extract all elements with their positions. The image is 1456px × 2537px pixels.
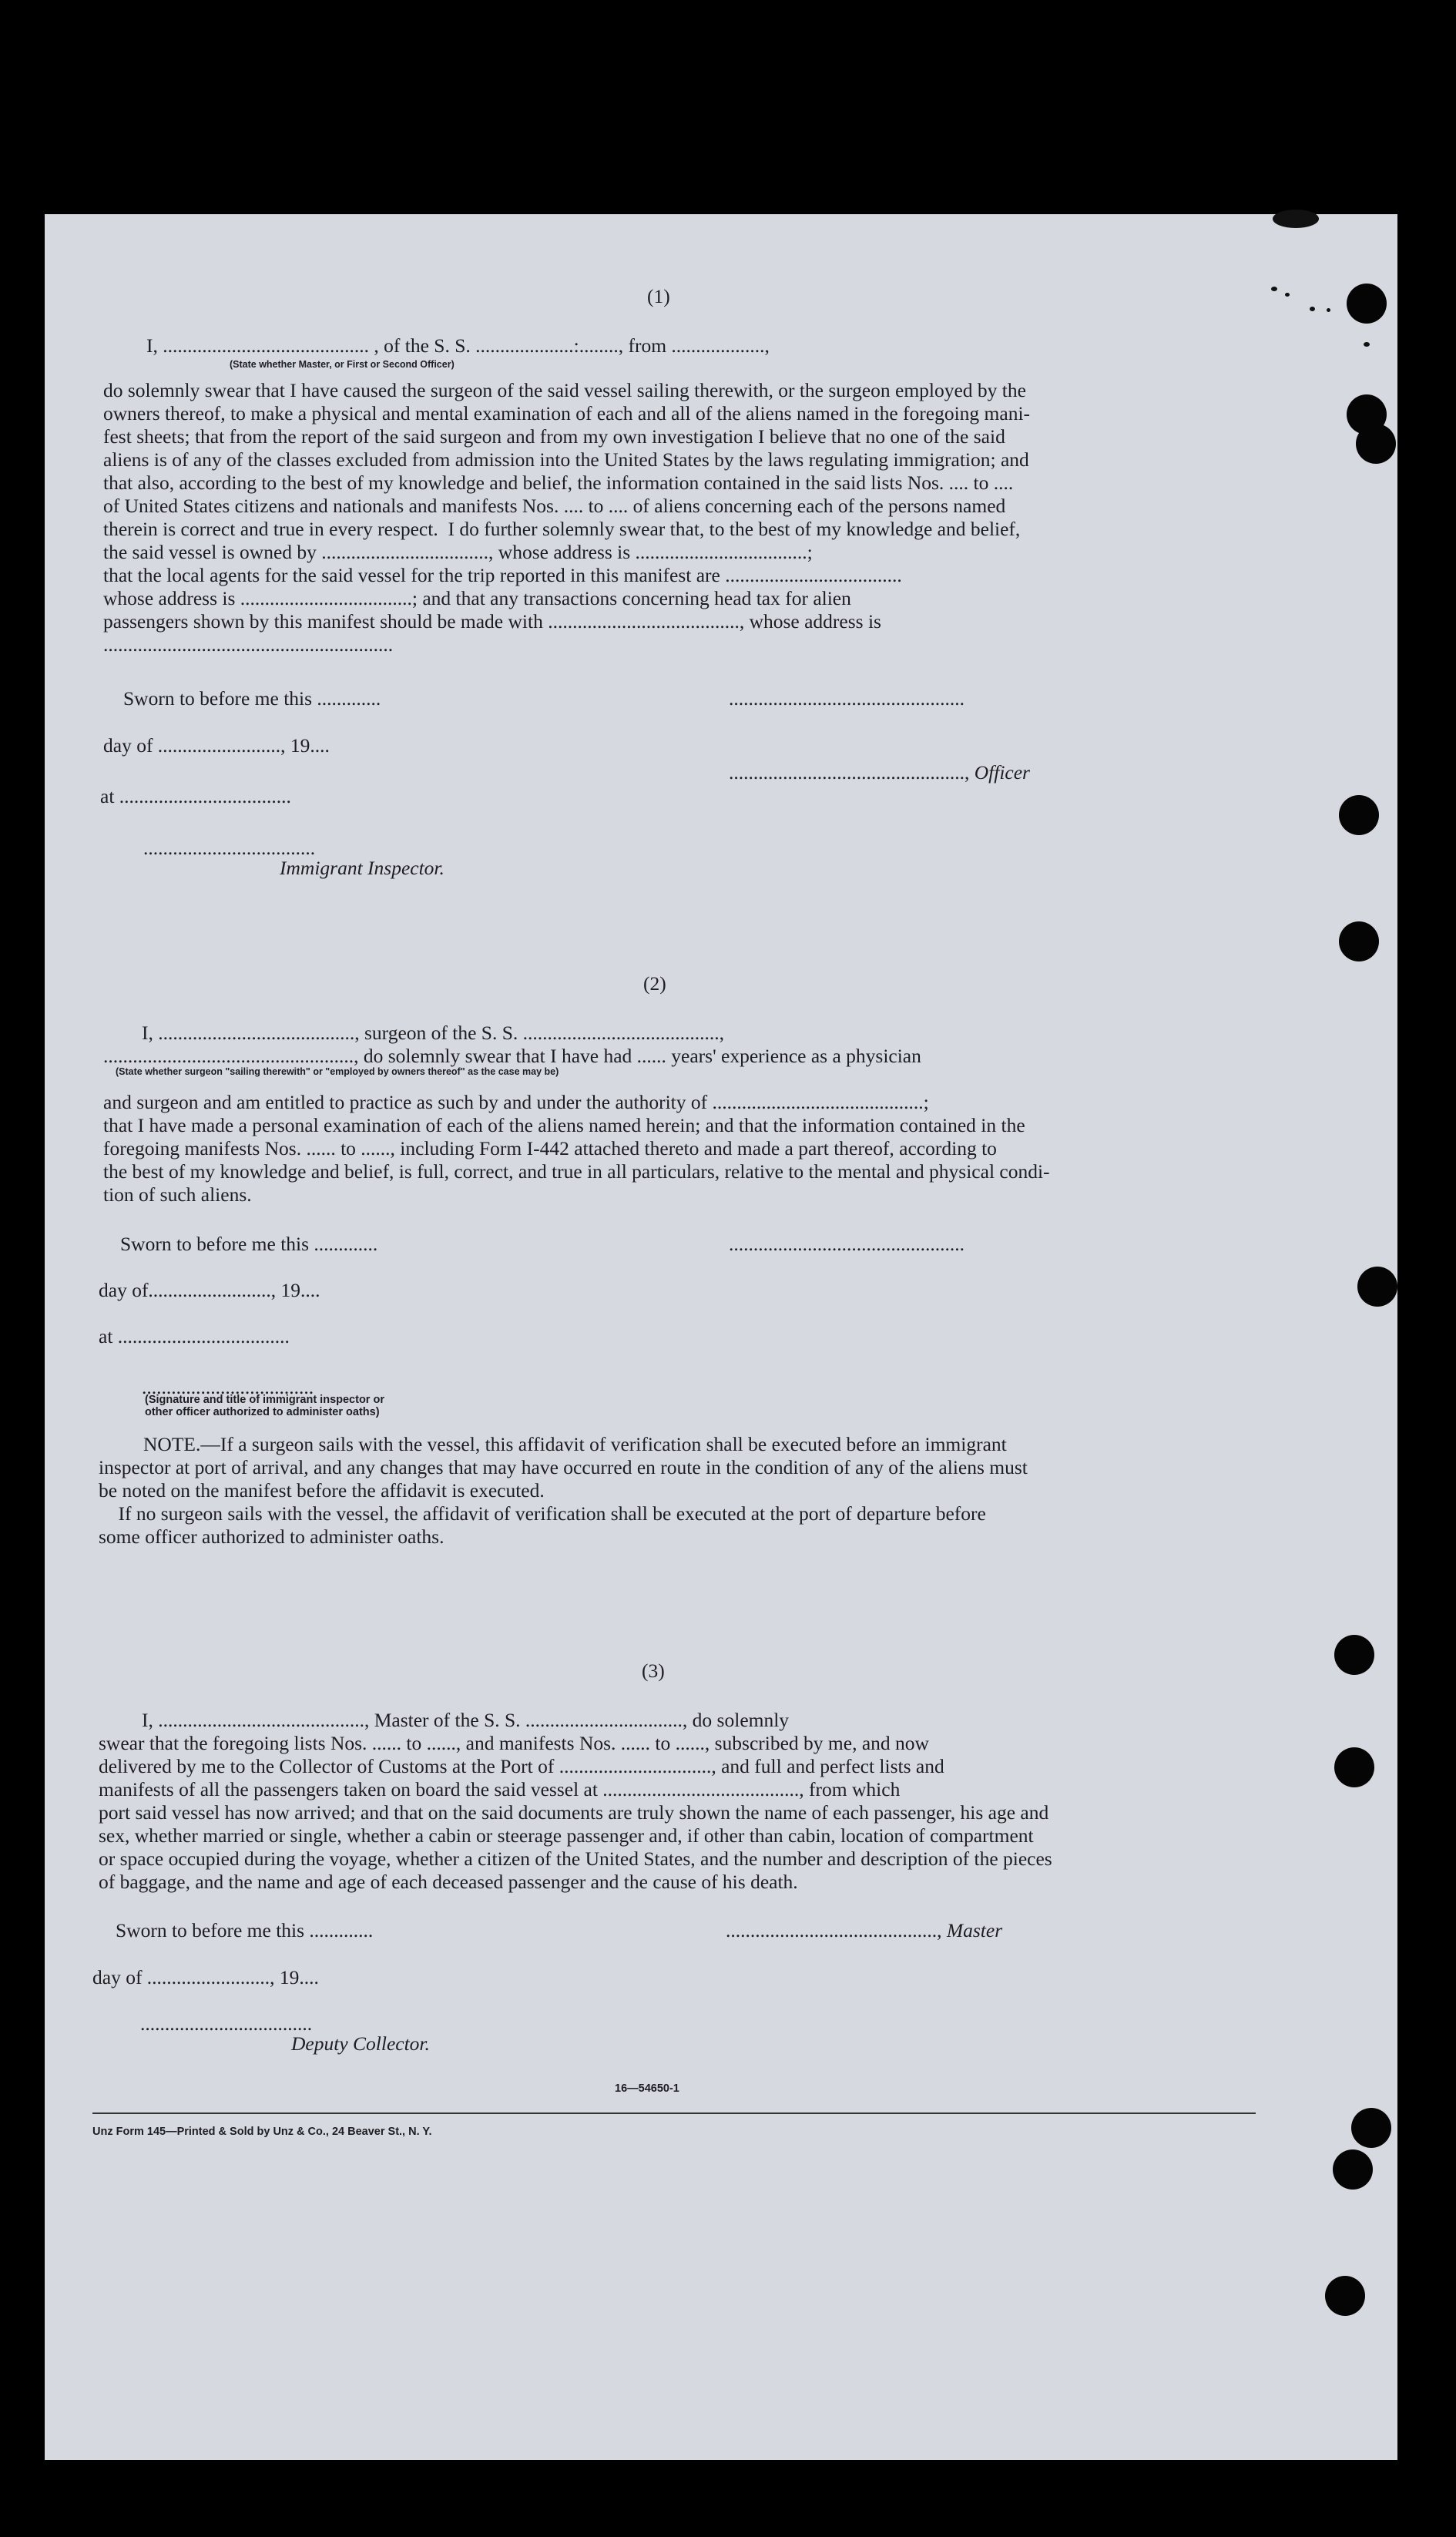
section-2-surgeon-signature-line: ................................................ xyxy=(729,1233,965,1255)
section-3-collector-signature-line: ................................... xyxy=(140,2012,313,2035)
immigrant-inspector-label: Immigrant Inspector. xyxy=(280,857,445,879)
form-number: 16—54650-1 xyxy=(615,2082,679,2095)
punch-hole-icon xyxy=(1339,921,1379,961)
punch-hole-icon xyxy=(1334,1635,1374,1675)
section-1-day-line: day of ........................., 19.... xyxy=(103,734,330,757)
section-1-inspector-signature-line: ................................... xyxy=(143,837,316,859)
oath-line: passengers shown by this manifest should be made with ......................................., whose address is xyxy=(103,610,881,633)
scan-speck xyxy=(1285,293,1290,297)
oath-line: aliens is of any of the classes excluded from admission into the United States by the laws regulating immigration; and xyxy=(103,448,1029,471)
master-dots: ..........................................., xyxy=(726,1919,947,1941)
section-1-opening-line: I, .......................................... , of the S. S. ....................:........, from ..................., xyxy=(146,334,770,357)
note-line: inspector at port of arrival, and any changes that may have occurred en route in the condition of any of the aliens must xyxy=(99,1456,1028,1478)
punch-hole-icon xyxy=(1325,2276,1365,2316)
punch-hole-icon xyxy=(1347,284,1387,324)
scan-speck xyxy=(1310,307,1315,311)
note-line: be noted on the manifest before the affidavit is executed. xyxy=(99,1479,545,1502)
oath-line: delivered by me to the Collector of Customs at the Port of ..............................., and full and perfect lists and xyxy=(99,1755,944,1777)
oath-line: swear that the foregoing lists Nos. ...... to ......, and manifests Nos. ...... to ......, subscribed by me, and now xyxy=(99,1732,929,1754)
oath-line: tion of such aliens. xyxy=(103,1183,252,1206)
oath-line: whose address is ...................................; and that any transactions concerning head tax for alien xyxy=(103,587,851,609)
signature-title-note: (Signature and title of immigrant inspector or xyxy=(145,1394,384,1406)
oath-line: that also, according to the best of my knowledge and belief, the information contained in the said lists Nos. .... to .... xyxy=(103,471,1014,494)
scan-speck xyxy=(1273,210,1319,228)
oath-line: port said vessel has now arrived; and that on the said documents are truly shown the name of each passenger, his age and xyxy=(99,1801,1049,1824)
punch-hole-icon xyxy=(1357,1267,1397,1307)
section-3-number: (3) xyxy=(642,1659,665,1682)
note-line: NOTE.—If a surgeon sails with the vessel, this affidavit of verification shall be executed before an immigrant xyxy=(143,1433,1007,1455)
section-2-inspector-signature-line: ................................... xyxy=(142,1376,314,1398)
oath-line: therein is correct and true in every respect. I do further solemnly swear that, to the best of my knowledge and belief, xyxy=(103,518,1021,540)
oath-line: that the local agents for the said vessel for the trip reported in this manifest are .................................... xyxy=(103,564,902,586)
oath-line: fest sheets; that from the report of the said surgeon and from my own investigation I believe that no one of the said xyxy=(103,425,1005,448)
note-line: some officer authorized to administer oaths. xyxy=(99,1525,445,1548)
section-2-opening-line: I, ........................................, surgeon of the S. S. ........................................, xyxy=(142,1022,725,1044)
section-2-at-line: at ................................... xyxy=(99,1325,290,1347)
oath-line: or space occupied during the voyage, whether a citizen of the United States, and the number and description of the pieces xyxy=(99,1847,1052,1870)
section-2-day-line: day of........................., 19.... xyxy=(99,1279,320,1301)
oath-line: that I have made a personal examination of each of the aliens named herein; and that the information contained in the xyxy=(103,1114,1025,1136)
oath-line: sex, whether married or single, whether a cabin or steerage passenger and, if other than cabin, location of compartment xyxy=(99,1824,1034,1847)
section-1-officer-line xyxy=(729,761,1030,784)
oath-line: I, .........................................., Master of the S. S. ................................, do solemnly xyxy=(142,1709,790,1731)
section-1-officer-note: (State whether Master, or First or Second Officer) xyxy=(230,359,455,370)
oath-line: foregoing manifests Nos. ...... to ......, including Form I-442 attached thereto and made a part thereof, according to xyxy=(103,1137,997,1159)
oath-line: and surgeon and am entitled to practice as such by and under the authority of ...........................................; xyxy=(103,1091,929,1113)
section-1-at-line: at ................................... xyxy=(100,785,291,807)
oath-line: manifests of all the passengers taken on board the said vessel at ........................................, from which xyxy=(99,1778,901,1800)
oath-line: of United States citizens and nationals and manifests Nos. .... to .... of aliens concerning each of the persons named xyxy=(103,495,1006,517)
section-1-number: (1) xyxy=(647,285,670,307)
master-label: Master xyxy=(946,1919,1003,1941)
section-3-master-line xyxy=(726,1919,1002,1942)
section-1-officer-signature-line: ................................................ xyxy=(729,687,965,710)
signature-title-note: other officer authorized to administer oaths) xyxy=(145,1406,380,1418)
section-1-sworn-line: Sworn to before me this ............. xyxy=(123,687,381,710)
punch-hole-icon xyxy=(1334,1747,1374,1787)
punch-hole-icon xyxy=(1333,2149,1373,2190)
oath-line: the said vessel is owned by .................................., whose address is ...................................; xyxy=(103,541,813,563)
punch-hole-icon xyxy=(1339,795,1379,835)
printer-footer: Unz Form 145—Printed & Sold by Unz & Co., 24 Beaver St., N. Y. xyxy=(92,2126,432,2138)
oath-line: ........................................................... xyxy=(103,633,394,656)
deputy-collector-label: Deputy Collector. xyxy=(291,2032,430,2055)
section-3-day-line: day of ........................., 19.... xyxy=(92,1966,319,1988)
officer-dots: ................................................, xyxy=(729,761,975,784)
scan-speck xyxy=(1327,308,1330,312)
scan-speck xyxy=(1271,287,1277,291)
scan-speck xyxy=(1364,342,1370,347)
section-3-sworn-line: Sworn to before me this ............. xyxy=(116,1919,374,1941)
section-2-surgeon-note: (State whether surgeon "sailing therewith" or "employed by owners thereof" as the case may be) xyxy=(116,1066,559,1077)
section-2-sworn-line: Sworn to before me this ............. xyxy=(120,1233,378,1255)
form-page xyxy=(45,214,1397,2460)
note-label: NOTE. xyxy=(143,1433,201,1455)
oath-line: do solemnly swear that I have caused the surgeon of the said vessel sailing therewith, or the surgeon employed by the xyxy=(103,379,1026,401)
note-line: If no surgeon sails with the vessel, the affidavit of verification shall be executed at the port of departure before xyxy=(99,1502,986,1525)
section-2-number: (2) xyxy=(643,972,666,995)
oath-line: owners thereof, to make a physical and mental examination of each and all of the aliens named in the foregoing mani- xyxy=(103,402,1031,425)
footer-rule xyxy=(92,2112,1256,2114)
punch-hole-icon xyxy=(1351,2108,1391,2148)
officer-label: Officer xyxy=(974,761,1030,784)
punch-hole-icon xyxy=(1356,424,1396,464)
oath-line: of baggage, and the name and age of each deceased passenger and the cause of his death. xyxy=(99,1871,798,1893)
oath-line: the best of my knowledge and belief, is full, correct, and true in all particulars, relative to the mental and physical condi- xyxy=(103,1160,1050,1183)
section-2-experience-line: ..................................................., do solemnly swear that I have had ...... years' experience as a physician xyxy=(103,1045,921,1067)
